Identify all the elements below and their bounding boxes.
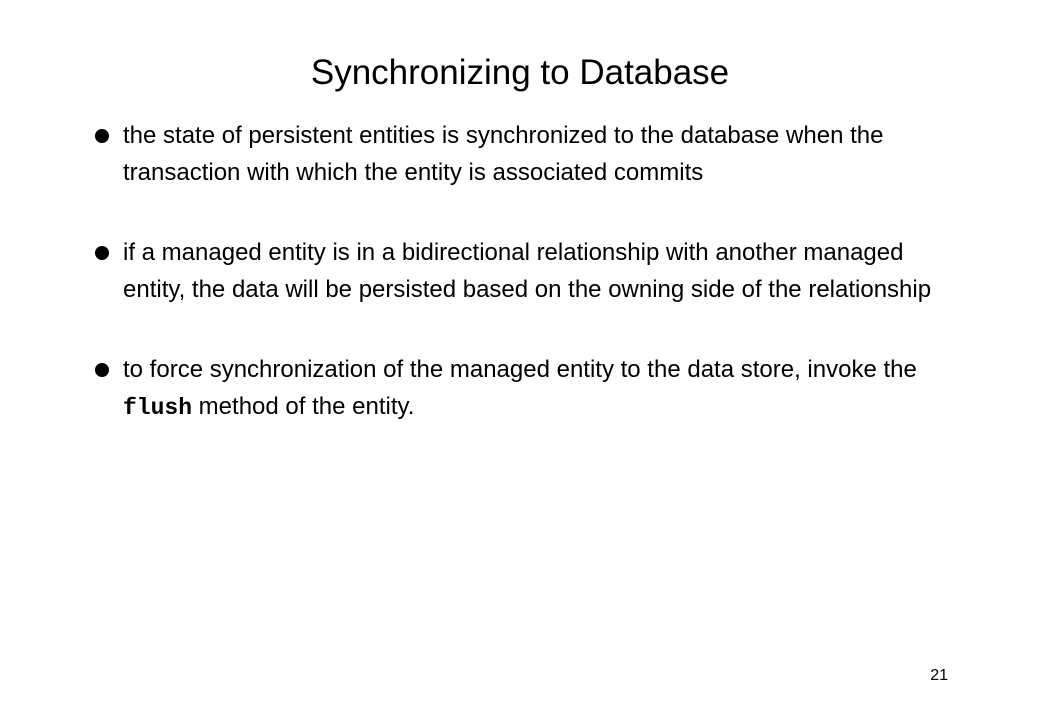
bullet-dot-icon	[95, 363, 109, 377]
bullet-list	[95, 118, 955, 426]
bullet-item-1	[95, 118, 955, 191]
bullet-text-2: if a managed entity is in a bidirectional relationship with another managed entity, the data will be persisted based on the owning side of the relationship	[123, 239, 932, 303]
bullet-text-3-before: to force synchronization of the managed entity to the data store, invoke the	[123, 356, 917, 383]
bullet-text-3-after: method of the entity.	[192, 392, 415, 420]
bullet-text-1: the state of persistent entities is synchronized to the database when the transaction with which the entity is associated commits	[123, 122, 884, 186]
bullet-item-3	[95, 352, 955, 426]
bullet-item-2	[95, 235, 955, 308]
bullet-dot-icon	[95, 129, 109, 143]
code-flush-method: flush	[123, 394, 193, 421]
bullet-dot-icon	[95, 246, 109, 260]
page-number: 21	[930, 667, 948, 684]
slide-title: Synchronizing to Database	[310, 53, 730, 92]
